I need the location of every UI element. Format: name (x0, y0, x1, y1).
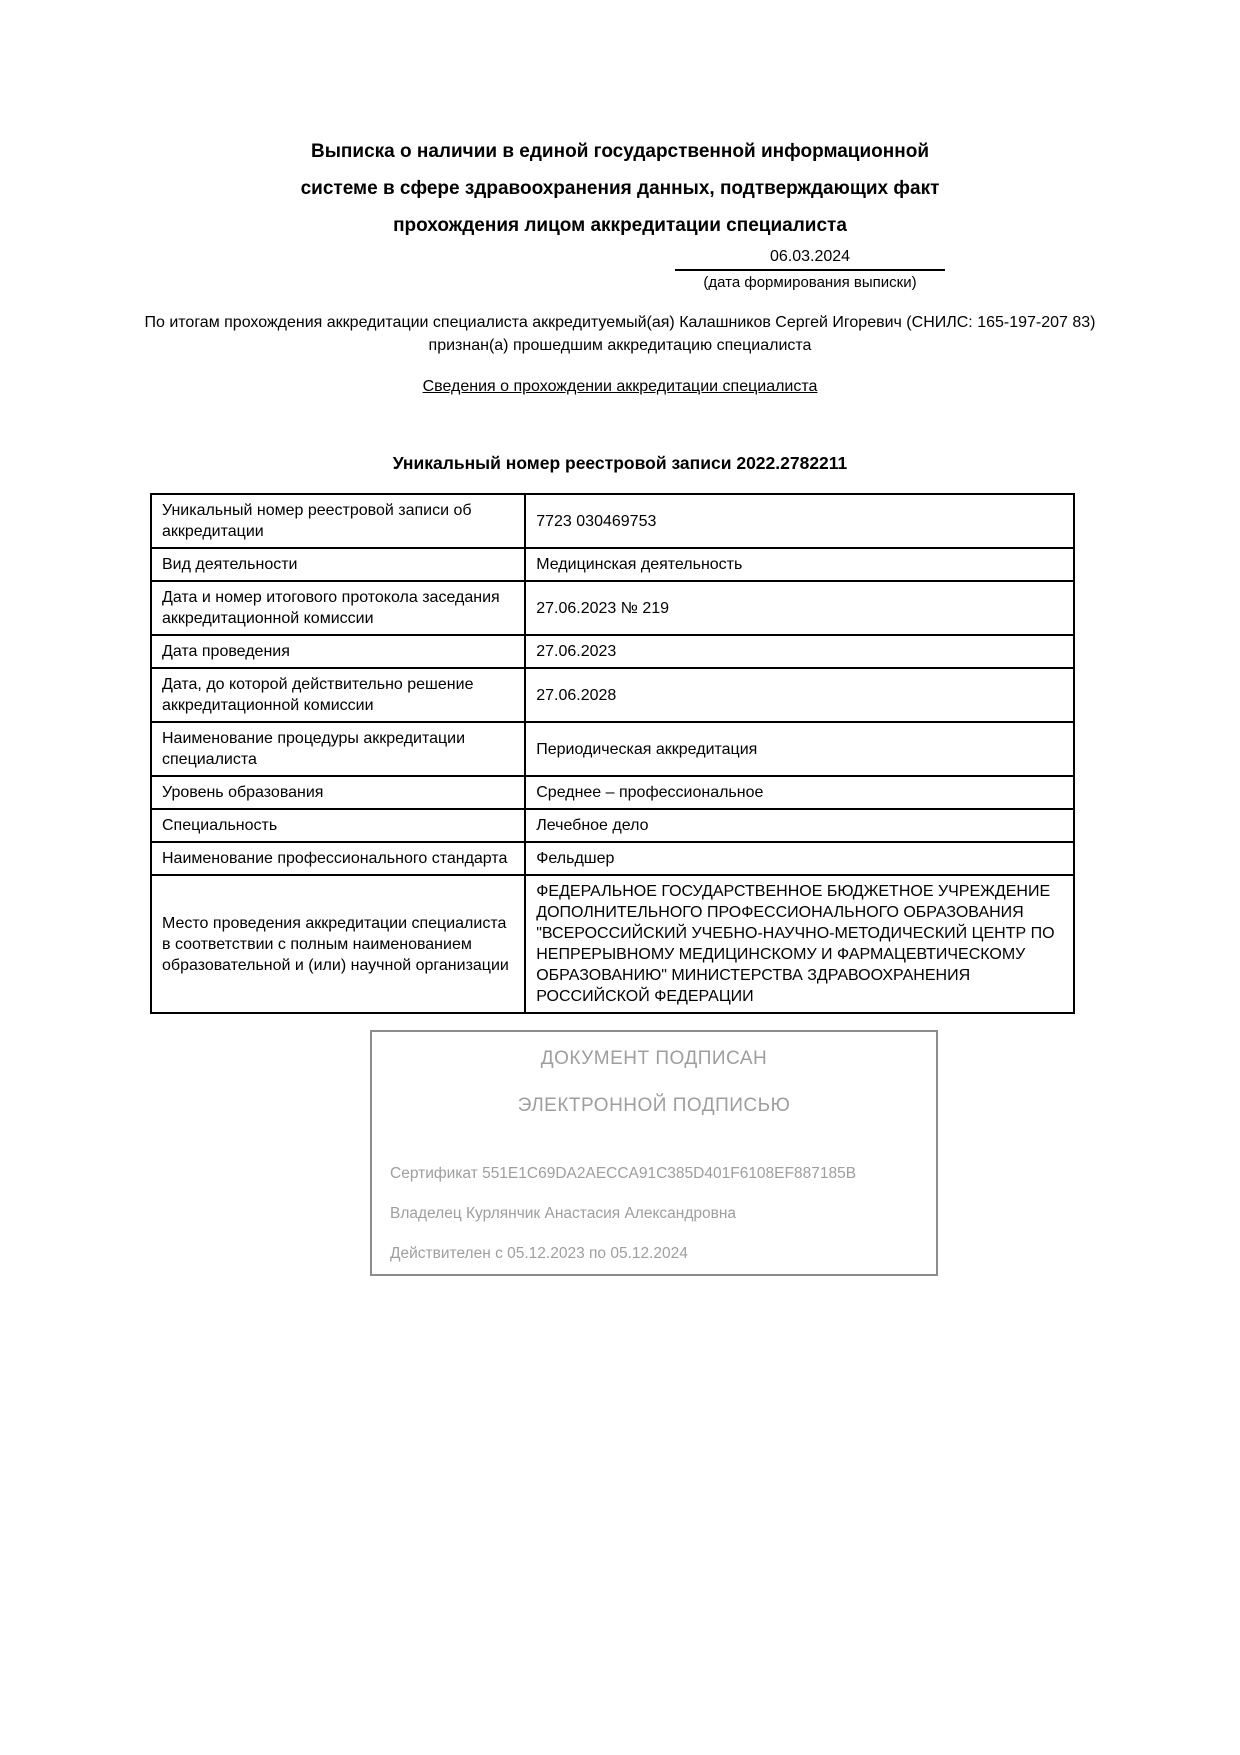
document-title-line-2: системе в сфере здравоохранения данных, подтверждающих факт (300, 178, 940, 199)
section-heading: Сведения о прохождении аккредитации специалиста (422, 378, 818, 395)
row-label: Наименование профессионального стандарта (151, 842, 525, 875)
electronic-signature-stamp (370, 1030, 938, 1276)
row-value: 27.06.2023 (525, 635, 1074, 668)
table-row (151, 842, 1074, 875)
row-label: Наименование процедуры аккредитации специалиста (151, 722, 525, 776)
formation-date-value: 06.03.2024 (675, 248, 945, 271)
row-label: Дата проведения (151, 635, 525, 668)
row-value: Медицинская деятельность (525, 548, 1074, 581)
signature-owner: Владелец Курлянчик Анастасия Александровна (390, 1205, 737, 1222)
row-value: 27.06.2023 № 219 (525, 581, 1074, 635)
table-row (151, 494, 1074, 548)
row-label: Место проведения аккредитации специалиста в соответствии с полным наименованием образовательной и (или) научной организации (151, 875, 525, 1013)
table-row (151, 722, 1074, 776)
row-label: Уровень образования (151, 776, 525, 809)
row-value: ФЕДЕРАЛЬНОЕ ГОСУДАРСТВЕННОЕ БЮДЖЕТНОЕ УЧРЕЖДЕНИЕ ДОПОЛНИТЕЛЬНОГО ПРОФЕССИОНАЛЬНОГО ОБРАЗОВАНИЯ "ВСЕРОССИЙСКИЙ УЧЕБНО-НАУЧНО-МЕТОДИЧЕСКИЙ ЦЕНТР ПО НЕПРЕРЫВНОМУ МЕДИЦИНСКОМУ И ФАРМАЦЕВТИЧЕСКОМУ ОБРАЗОВАНИЮ" МИНИСТЕРСТВА ЗДРАВООХРАНЕНИЯ РОССИЙСКОЙ ФЕДЕРАЦИИ (525, 875, 1074, 1013)
document-title-line-1: Выписка о наличии в единой государственной информационной (310, 141, 930, 162)
row-label: Дата, до которой действительно решение аккредитационной комиссии (151, 668, 525, 722)
row-label: Вид деятельности (151, 548, 525, 581)
accreditation-table-body (151, 494, 1074, 1013)
row-label: Специальность (151, 809, 525, 842)
row-value: 7723 030469753 (525, 494, 1074, 548)
formation-date-caption: (дата формирования выписки) (703, 274, 917, 291)
row-value: 27.06.2028 (525, 668, 1074, 722)
signature-validity: Действителен с 05.12.2023 по 05.12.2024 (390, 1245, 688, 1262)
intro-paragraph (0, 311, 1240, 357)
row-value: Фельдшер (525, 842, 1074, 875)
document-title (0, 133, 1240, 244)
table-row (151, 776, 1074, 809)
signature-certificate: Сертификат 551E1C69DA2AECCA91C385D401F6108EF887185B (390, 1165, 857, 1182)
table-row (151, 635, 1074, 668)
row-value: Среднее – профессиональное (525, 776, 1074, 809)
signature-heading-line-2: ЭЛЕКТРОННОЙ ПОДПИСЬЮ (517, 1095, 791, 1116)
row-label: Уникальный номер реестровой записи об аккредитации (151, 494, 525, 548)
formation-date-block (675, 248, 945, 291)
table-row (151, 668, 1074, 722)
row-label: Дата и номер итогового протокола заседания аккредитационной комиссии (151, 581, 525, 635)
row-value: Периодическая аккредитация (525, 722, 1074, 776)
registry-number-heading: Уникальный номер реестровой записи 2022.2782211 (392, 453, 848, 473)
table-row (151, 875, 1074, 1013)
signature-heading-line-1: ДОКУМЕНТ ПОДПИСАН (540, 1048, 768, 1069)
table-row (151, 548, 1074, 581)
intro-line-1: По итогам прохождения аккредитации специалиста аккредитуемый(ая) Калашников Сергей Игоревич (СНИЛС: 165-197-207 83) (144, 314, 1096, 331)
signature-details (372, 1165, 936, 1263)
table-row (151, 581, 1074, 635)
table-row (151, 809, 1074, 842)
document-title-line-3: прохождения лицом аккредитации специалиста (393, 215, 847, 236)
accreditation-table (150, 493, 1075, 1014)
row-value: Лечебное дело (525, 809, 1074, 842)
intro-line-2: признан(а) прошедшим аккредитацию специалиста (428, 337, 812, 354)
